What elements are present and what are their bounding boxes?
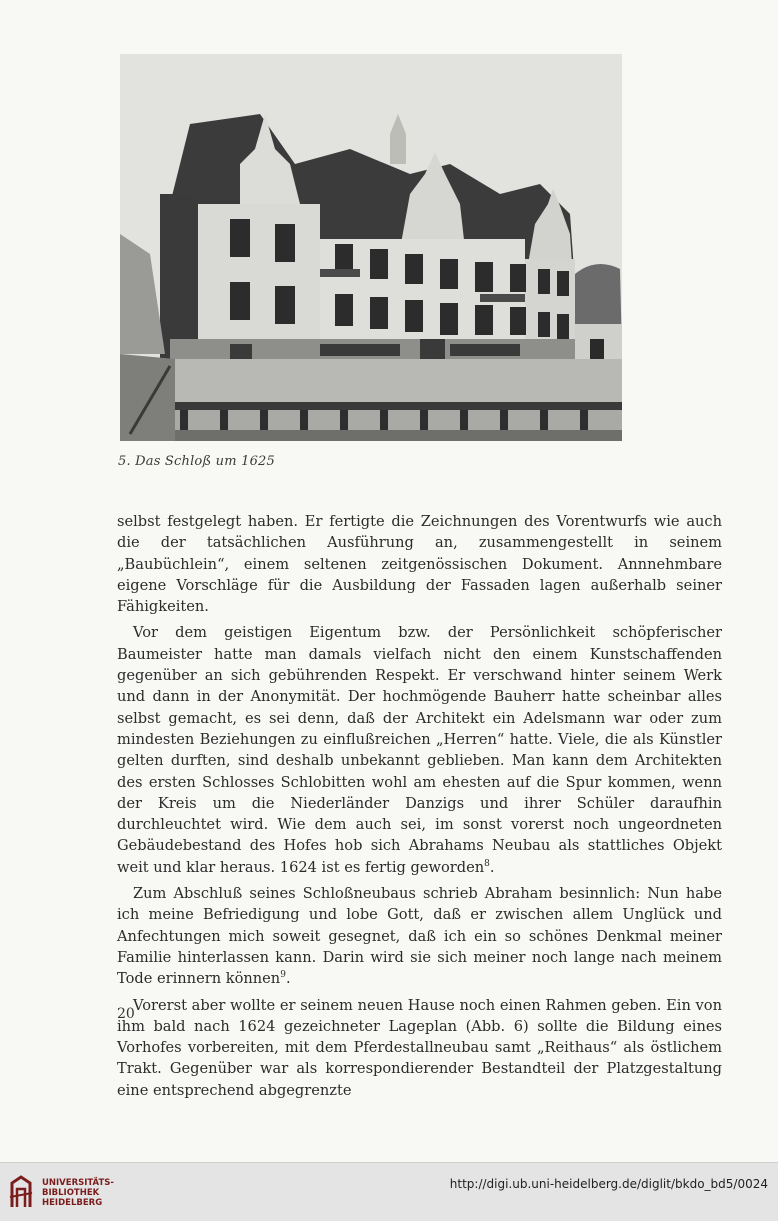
paragraph <box>117 622 722 878</box>
text-run: Zum Abschluß seines Schloßneubaus schrieb Abraham besinnlich: Nun habe ich meine Befriedigung und lobe Gott, daß er zwischen allem Unglück und Anfechtungen mich soweit gesegnet, daß ich ein so schönes Denkmal meiner Familie hinterlassen kann. Darin wird sie sich meiner noch lange nach meinem Tode erinnern können <box>117 885 722 988</box>
text-run: . <box>489 858 495 876</box>
library-name-line: BIBLIOTHEK <box>42 1188 100 1198</box>
permalink-url[interactable]: http://digi.ub.uni-heidelberg.de/diglit/bkdo_bd5/0024 <box>449 1177 768 1191</box>
footer-bar <box>0 1162 778 1221</box>
paragraph <box>117 883 722 989</box>
figure-caption: 5. Das Schloß um 1625 <box>118 454 275 469</box>
text-run: Vorerst aber wollte er seinem neuen Hause noch einen Rahmen geben. Ein von ihm bald nach 1624 gezeichneter Lageplan (Abb. 6) sollte die Bildung eines Vorhofes vorbereiten, mit dem Pferdestallneubau samt „Reithaus“ als östlichem Trakt. Gegenüber war als korrespondierender Bestandteil der Platzgestaltung eine entsprechend abgegrenzte <box>117 996 722 1099</box>
footnote-ref: 9 <box>280 970 286 981</box>
text-run: selbst festgelegt haben. Er fertigte die Zeichnungen des Vorentwurfs wie auch die der tatsächlichen Ausführung an, zusammengestellt in seinem „Baubüchlein“, einem seltenen zeitgenössischen Dokument. Annnehmbare eigene Vorschläge für die Ausbildung der Fassaden lagen außerhalb seiner Fähigkeiten. <box>117 513 722 616</box>
footnote-ref: 8 <box>484 858 490 869</box>
text-run: . <box>285 970 291 988</box>
body-text <box>117 511 722 1101</box>
paragraph <box>117 995 722 1101</box>
page-number: 20 <box>117 1006 135 1022</box>
text-run: Vor dem geistigen Eigentum bzw. der Persönlichkeit schöpferischer Baumeister hatte man damals vielfach nicht den einem Kunstschaffenden gegenüber an sich gebührenden Respekt. Er verschwand hinter seinem Werk und dann in der Anonymität. Der hochmögende Bauherr hatte scheinbar alles selbst gemacht, es sei denn, daß der Architekt ein Adelsmann war oder zum mindesten Beziehungen zu einflußreichen „Herren“ hatte. Viele, die als Künstler gelten durften, sind deshalb unbekannt geblieben. Man kann dem Architekten des ersten Schlosses Schlobitten wohl am ehesten auf die Spur kommen, wenn der Kreis um die Niederländer Danzigs und ihrer Schüler daraufhin durchleuchtet wird. Wie dem auch sei, im sonst vorerst noch ungeordneten Gebäudebestand des Hofes hob sich Abrahams Neubau als stattliches Objekt weit und klar heraus. 1624 ist es fertig geworden <box>117 624 722 876</box>
castle-photograph <box>120 54 622 441</box>
castle-illustration <box>120 54 622 441</box>
library-name-line: UNIVERSITÄTS- <box>42 1178 114 1188</box>
paragraph <box>117 511 722 617</box>
library-name[interactable] <box>42 1178 114 1208</box>
library-name-line: HEIDELBERG <box>42 1198 103 1208</box>
library-logo-icon[interactable] <box>8 1173 34 1211</box>
